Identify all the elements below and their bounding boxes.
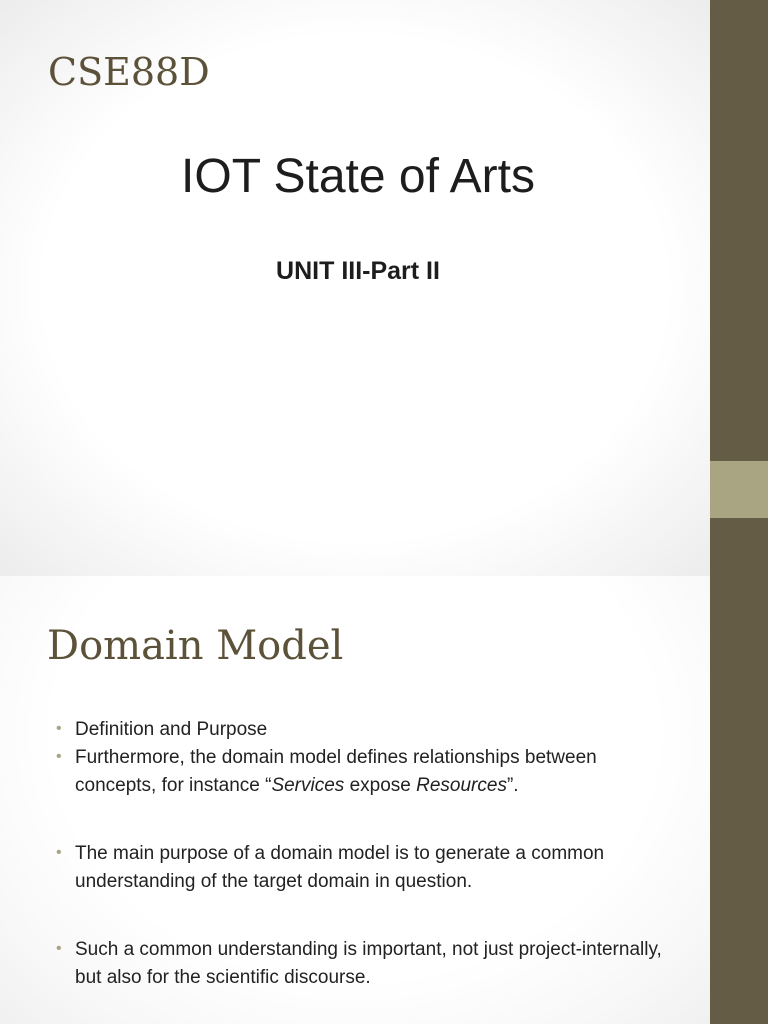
bullet-text: The main purpose of a domain model is to generate a common understanding of the target domain in question.	[75, 843, 605, 892]
slide-2	[0, 576, 710, 1024]
bullet-text-pre: Furthermore, the domain model defines relationships between concepts, for instance “	[75, 747, 597, 796]
bullet-text: Such a common understanding is important, not just project-internally, but also for the scientific discourse.	[75, 939, 662, 988]
domain-model-title: Domain Model	[47, 623, 344, 669]
bullet-icon: •	[56, 844, 62, 861]
bullet-emphasis-services: Services	[271, 775, 345, 796]
bullet-icon: •	[56, 720, 62, 737]
slide-title: IOT State of Arts	[181, 150, 535, 203]
bullet-emphasis-resources: Resources	[416, 775, 507, 796]
bullet-icon: •	[56, 748, 62, 765]
bullet-item	[56, 716, 676, 744]
sidebar-band	[710, 0, 768, 1024]
bullet-icon: •	[56, 940, 62, 957]
bullet-text-post: ”.	[506, 775, 519, 796]
bullet-item	[56, 840, 676, 896]
bullet-item	[56, 744, 676, 800]
bullet-text: Definition and Purpose	[75, 719, 268, 740]
slide-subtitle: UNIT III-Part II	[276, 257, 440, 285]
bullet-list	[56, 716, 676, 992]
bullet-text-mid: expose	[344, 775, 417, 796]
bullet-item	[56, 936, 676, 992]
sidebar-accent-block	[710, 461, 768, 518]
course-code: CSE88D	[48, 50, 210, 94]
